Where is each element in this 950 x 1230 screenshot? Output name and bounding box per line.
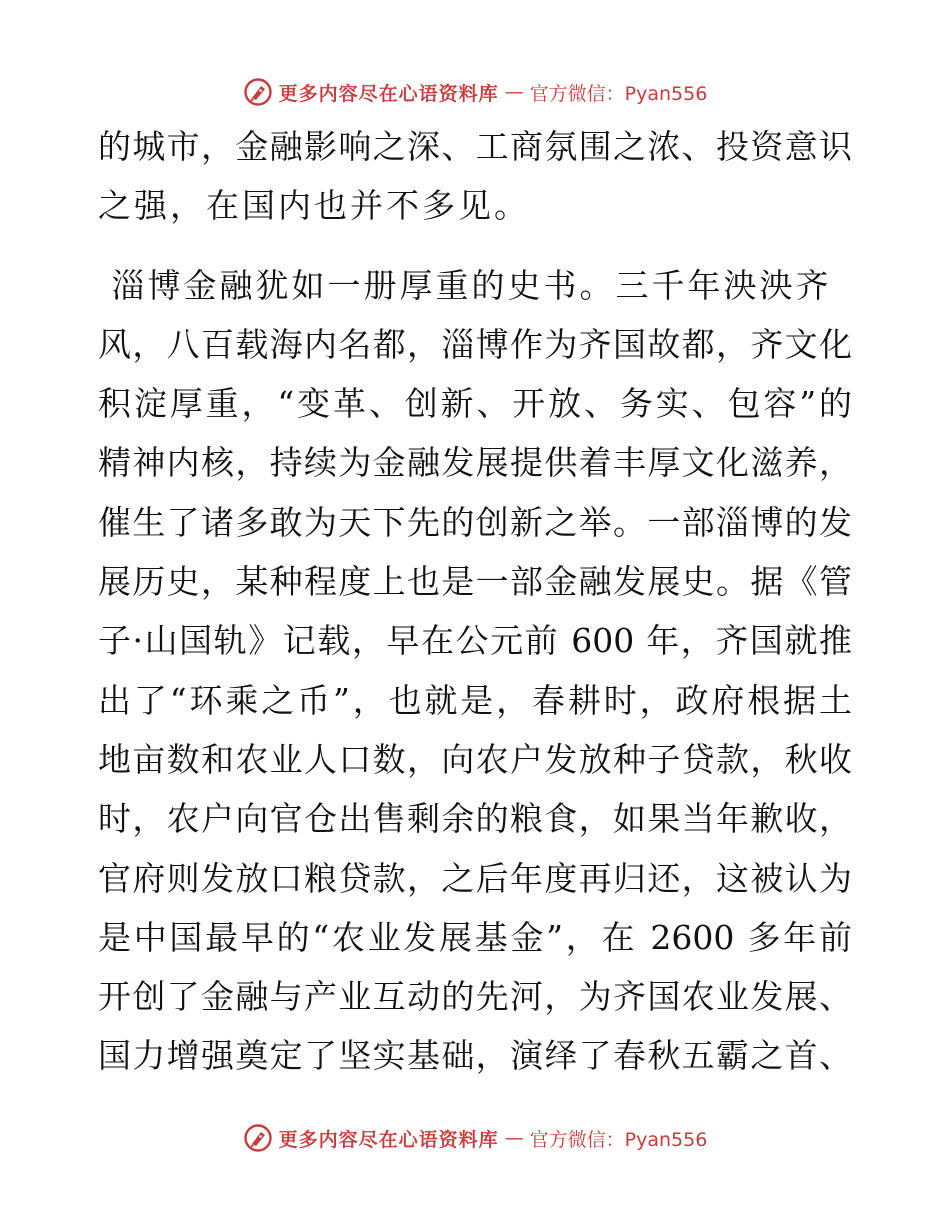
- document-body: [98, 117, 852, 1086]
- text-line: 出了“环乘之币”，也就是，春耕时，政府根据土: [98, 680, 852, 720]
- watermark-dash: —: [504, 1127, 524, 1149]
- text-line: 时，农户向官仓出售剩余的粮食，如果当年歉收，: [98, 799, 852, 839]
- text-line: 风，八百载海内名都，淄博作为齐国故都，齐文化: [98, 324, 852, 364]
- text-line: 之强，在国内也并不多见。: [98, 186, 530, 226]
- watermark-contact: 官方微信：Pyan556: [529, 1128, 708, 1151]
- header-watermark: [0, 72, 950, 112]
- text-line: 子·山国轨》记载，早在公元前 600 年，齐国就推: [98, 621, 852, 661]
- text-line: 是中国最早的“农业发展基金”，在 2600 多年前: [98, 917, 852, 957]
- text-line: 精神内核，持续为金融发展提供着丰厚文化滋养，: [98, 443, 852, 483]
- text-line: 淄博金融犹如一册厚重的史书。三千年泱泱齐: [98, 265, 832, 305]
- watermark-text: 更多内容尽在心语资料库: [278, 1128, 499, 1151]
- paragraph-1: [98, 117, 852, 236]
- text-line: 积淀厚重，“变革、创新、开放、务实、包容”的: [98, 384, 852, 424]
- watermark-text: 更多内容尽在心语资料库: [278, 82, 499, 105]
- text-line: 地亩数和农业人口数，向农户发放种子贷款，秋收: [98, 739, 852, 779]
- text-line: 开创了金融与产业互动的先河，为齐国农业发展、: [98, 977, 852, 1017]
- text-line: 的城市，金融影响之深、工商氛围之浓、投资意识: [98, 127, 852, 166]
- pen-nib-circle-icon: [243, 77, 273, 107]
- paragraph-2: [98, 256, 852, 1086]
- text-line: 国力增强奠定了坚实基础，演绎了春秋五霸之首、: [98, 1036, 852, 1076]
- text-line: 催生了诸多敢为天下先的创新之举。一部淄博的发: [98, 502, 852, 542]
- footer-watermark: [0, 1118, 950, 1158]
- text-line: 官府则发放口粮贷款，之后年度再归还，这被认为: [98, 858, 852, 898]
- pen-nib-circle-icon: [243, 1123, 273, 1153]
- text-line: 展历史，某种程度上也是一部金融发展史。据《管: [98, 562, 852, 602]
- watermark-dash: —: [504, 81, 524, 103]
- watermark-contact: 官方微信：Pyan556: [529, 82, 708, 105]
